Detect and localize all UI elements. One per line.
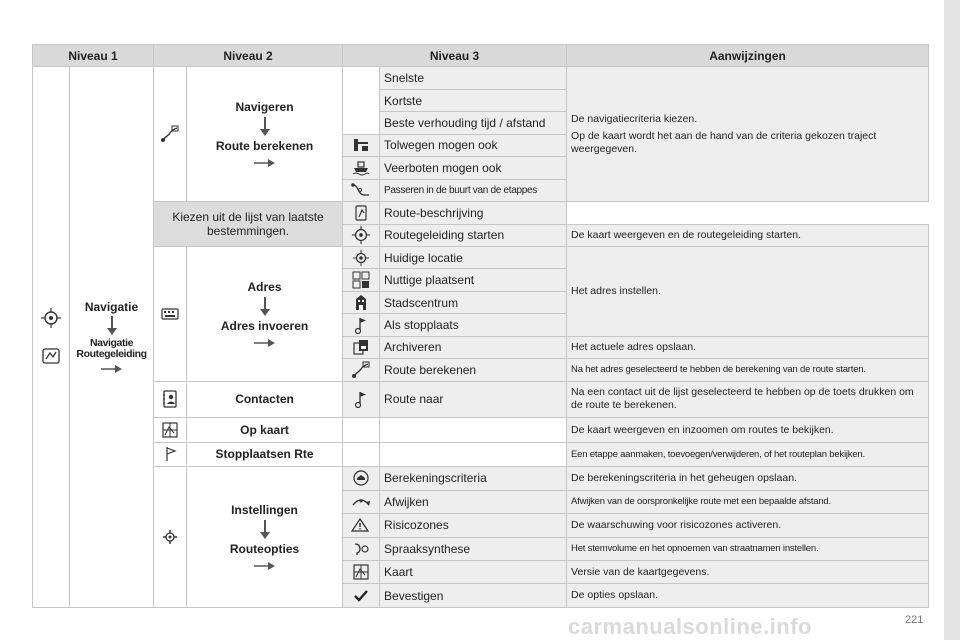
navigeren-title: Navigeren xyxy=(235,100,294,115)
option-bevestigen: Bevestigen xyxy=(380,584,567,608)
kaart-note: Versie van de kaartgegevens. xyxy=(567,561,929,584)
poi-icon-cell xyxy=(343,269,380,291)
route-to-icon-cell xyxy=(343,381,380,418)
current-location-icon xyxy=(352,249,370,267)
route-note: Na het adres geselecteerd te hebben de berekening van de route starten. xyxy=(567,359,929,381)
map-icon xyxy=(352,563,370,581)
adres-cell xyxy=(187,246,343,381)
page-edge-strip xyxy=(944,0,960,640)
opkaart-title: Op kaart xyxy=(187,418,343,442)
start-guidance-icon-cell xyxy=(343,224,380,246)
spraak-note: Het stemvolume en het opnoemen van straatnamen instellen. xyxy=(567,537,929,560)
adres-title: Adres xyxy=(247,279,282,294)
calc-route-icon-cell xyxy=(343,359,380,381)
option-veerboten: Veerboten mogen ook xyxy=(380,157,567,179)
option-beste-verhouding: Beste verhouding tijd / afstand xyxy=(380,112,567,134)
down-arrow-icon xyxy=(259,117,271,137)
criteria-note: De berekeningscriteria in het geheugen opslaan. xyxy=(567,467,929,490)
calc-criteria-icon xyxy=(352,469,370,487)
option-kaart: Kaart xyxy=(380,561,567,584)
itinerary-icon-cell xyxy=(343,202,380,224)
risk-zone-warning-icon xyxy=(351,517,371,533)
flag-icon xyxy=(163,446,177,462)
city-centre-icon-cell xyxy=(343,291,380,313)
points-of-interest-icon xyxy=(352,271,370,289)
map-icon xyxy=(161,421,179,439)
option-route-beschrijving: Route-beschrijving xyxy=(380,202,567,224)
afwijken-note: Afwijken van de oorspronkelijke route met een bepaalde afstand. xyxy=(567,490,929,513)
speech-synthesis-icon xyxy=(351,541,371,557)
speech-icon-cell xyxy=(343,537,380,560)
down-arrow-icon xyxy=(106,316,118,336)
bevestigen-note: De opties opslaan. xyxy=(567,584,929,608)
map-version-icon-cell xyxy=(343,561,380,584)
settings-icon-cell xyxy=(154,467,187,608)
option-huidige-locatie: Huidige locatie xyxy=(380,246,567,268)
instellingen-subtitle: Routeopties xyxy=(229,542,300,557)
option-berekeningscriteria: Berekeningscriteria xyxy=(380,467,567,490)
adres-subtitle: Adres invoeren xyxy=(220,318,309,333)
right-arrow-icon xyxy=(254,158,276,168)
level1-subtitle-line2: Routegeleiding xyxy=(76,348,147,361)
navigeren-cell xyxy=(187,67,343,202)
option-route-naar: Route naar xyxy=(380,381,567,418)
option-route-berekenen: Route berekenen xyxy=(380,359,567,381)
option-passeren: Passeren in de buurt van de etappes xyxy=(380,179,567,201)
page-number: 221 xyxy=(905,614,924,626)
checkmark-icon xyxy=(353,589,369,603)
option-spraaksynthese: Spraaksynthese xyxy=(380,537,567,560)
contacten-title: Contacten xyxy=(187,381,343,418)
deviate-icon xyxy=(351,495,371,509)
stopplaatsen-note: Een etappe aanmaken, toevoegen/verwijderen, of het routeplan bekijken. xyxy=(567,442,929,466)
map-icon-cell xyxy=(154,418,187,442)
current-location-icon-cell xyxy=(343,246,380,268)
deviate-icon-cell xyxy=(343,490,380,513)
settings-gear-icon xyxy=(162,529,178,545)
header-niveau-1: Niveau 1 xyxy=(33,45,154,67)
header-niveau-2: Niveau 2 xyxy=(154,45,343,67)
stops-blank-cell xyxy=(380,442,567,466)
navigeren-icon-cell xyxy=(154,67,187,202)
archive-save-icon xyxy=(352,338,370,356)
stops-blank-icon-cell xyxy=(343,442,380,466)
recent-note: De kaart weergeven en de routegeleiding starten. xyxy=(567,224,929,246)
level1-icons-cell xyxy=(33,67,70,608)
recent-destinations-cell: Kiezen uit de lijst van laatste bestemmingen. xyxy=(154,202,343,247)
navigation-crosshair-icon xyxy=(40,307,62,329)
stages-route-icon xyxy=(351,182,371,198)
down-arrow-icon xyxy=(259,520,271,540)
level1-subtitle-line1: Navigatie xyxy=(89,337,134,350)
stops-icon-cell xyxy=(154,442,187,466)
right-arrow-icon xyxy=(254,561,276,571)
risicozones-note: De waarschuwing voor risicozones activeren. xyxy=(567,514,929,537)
option-als-stopplaats: Als stopplaats xyxy=(380,314,567,336)
contacts-book-icon xyxy=(162,390,178,408)
archive-icon-cell xyxy=(343,336,380,358)
opkaart-note: De kaart weergeven en inzoomen om routes te bekijken. xyxy=(567,418,929,442)
archive-note: Het actuele adres opslaan. xyxy=(567,336,929,358)
option-tolwegen: Tolwegen mogen ook xyxy=(380,134,567,156)
criteria-icon-cell xyxy=(343,467,380,490)
option-archiveren: Archiveren xyxy=(380,336,567,358)
right-arrow-icon xyxy=(101,364,123,374)
stopplaatsen-title: Stopplaatsen Rte xyxy=(187,442,343,466)
city-centre-icon xyxy=(353,294,369,312)
opkaart-blank-icon-cell xyxy=(343,418,380,442)
route-map-icon xyxy=(160,124,180,144)
option-risicozones: Risicozones xyxy=(380,514,567,537)
stages-icon-cell xyxy=(343,179,380,201)
instellingen-title: Instellingen xyxy=(231,503,298,518)
adres-note: Het adres instellen. xyxy=(567,246,929,336)
stopover-flag-icon xyxy=(353,390,369,408)
right-arrow-icon xyxy=(254,338,276,348)
option-afwijken: Afwijken xyxy=(380,490,567,513)
option-routegeleiding-starten: Routegeleiding starten xyxy=(380,224,567,246)
route-guidance-icon xyxy=(40,345,62,367)
level1-title-cell xyxy=(70,67,154,608)
option-kortste: Kortste xyxy=(380,89,567,111)
watermark: carmanualsonline.info xyxy=(568,614,812,639)
adres-icon-cell xyxy=(154,246,187,381)
opkaart-blank-cell xyxy=(380,418,567,442)
stopover-flag-icon xyxy=(353,316,369,334)
stopover-icon-cell xyxy=(343,314,380,336)
toll-icon-cell xyxy=(343,134,380,156)
contacten-note: Na een contact uit de lijst geselecteerd te hebben op de toets drukken om de route te berekenen. xyxy=(567,381,929,418)
level1-title: Navigatie xyxy=(84,300,139,315)
down-arrow-icon xyxy=(259,297,271,317)
contacts-icon-cell xyxy=(154,381,187,418)
option-nuttige-plaatsent: Nuttige plaatsent xyxy=(380,269,567,291)
navigeren-note-line1: De navigatiecriteria kiezen. xyxy=(571,112,698,125)
navigation-crosshair-icon xyxy=(351,225,371,245)
itinerary-list-icon xyxy=(354,205,368,221)
option-snelste: Snelste xyxy=(380,67,567,89)
ferry-icon xyxy=(352,160,370,176)
header-niveau-3: Niveau 3 xyxy=(343,45,567,67)
blank-icon-cell xyxy=(343,67,380,134)
toll-road-icon xyxy=(352,137,370,153)
navigation-menu-table xyxy=(32,44,929,608)
option-stadscentrum: Stadscentrum xyxy=(380,291,567,313)
navigeren-note xyxy=(567,67,929,202)
navigeren-note-line2: Op de kaart wordt het aan de hand van de criteria gekozen traject weergegeven. xyxy=(571,129,877,155)
navigeren-subtitle: Route berekenen xyxy=(215,139,314,154)
address-keyboard-icon xyxy=(160,306,180,322)
header-aanwijzingen: Aanwijzingen xyxy=(567,45,929,67)
risk-zones-icon-cell xyxy=(343,514,380,537)
instellingen-cell xyxy=(187,467,343,608)
confirm-icon-cell xyxy=(343,584,380,608)
route-map-icon xyxy=(351,360,371,380)
ferry-icon-cell xyxy=(343,157,380,179)
